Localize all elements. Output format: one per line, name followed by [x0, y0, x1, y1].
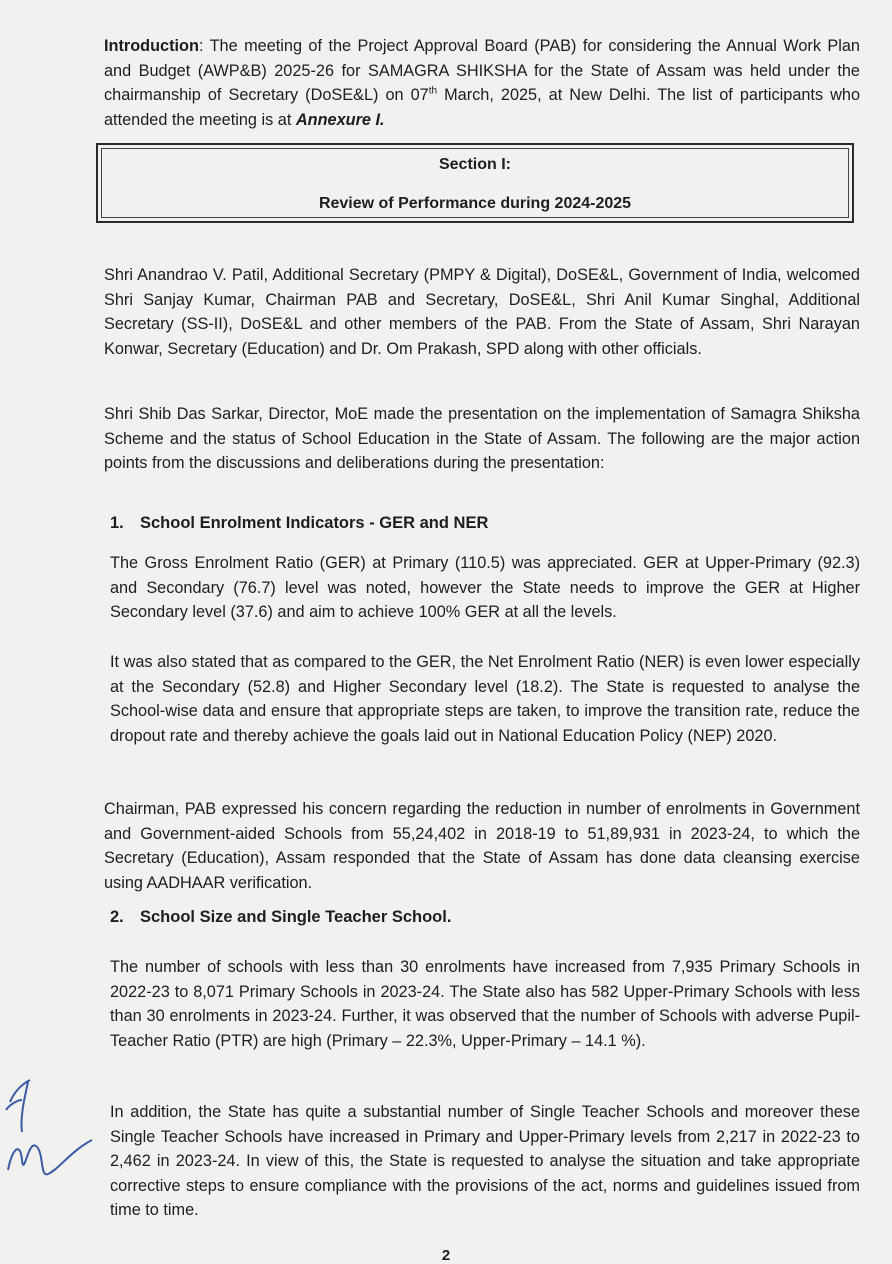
item1-heading-text: School Enrolment Indicators - GER and NER: [140, 514, 489, 532]
presentation-paragraph: Shri Shib Das Sarkar, Director, MoE made the presentation on the implementation of Samagra Shiksha Scheme and the status of School Education in the State of Assam. The following are the major action points from the discussions and deliberations during the presentation:: [104, 405, 860, 473]
intro-label: Introduction: [104, 37, 199, 55]
section-title: Section I:: [438, 156, 511, 173]
item1-number: 1.: [110, 514, 124, 532]
intro-text-b: March, 2025, at New Delhi. The list of participants who attended the meeting is at: [104, 86, 860, 129]
section-box: [96, 143, 854, 223]
section-subtitle: Review of Performance during 2024-2025: [318, 195, 632, 212]
intro-text-a: : The meeting of the Project Approval Board (PAB) for considering the Annual Work Plan and Budget (AWP&B) 2025-26 for SAMAGRA SHIKSHA for the State of Assam was held under the chairmanship of Secretary (DoSE&L) on 07: [104, 37, 860, 105]
page-number: 2: [441, 1247, 451, 1264]
item1-paragraph-3: Chairman, PAB expressed his concern regarding the reduction in number of enrolments in Government and Government-aided Schools from 55,24,402 in 2018-19 to 51,89,931 in 2023-24, to which the Secretary (Education), Assam responded that the State of Assam has done data cleansing exercise using AADHAAR verification.: [104, 800, 860, 892]
item1-heading: [110, 514, 488, 533]
item2-heading-text: School Size and Single Teacher School.: [140, 908, 452, 926]
item2-paragraph-1: The number of schools with less than 30 enrolments have increased from 7,935 Primary Schools in 2022-23 to 8,071 Primary Schools in 2023-24. The State also has 582 Upper-Primary Schools with less than 30 enrolments in 2023-24. Further, it was observed that the number of Schools with adverse Pupil-Teacher Ratio (PTR) are high (Primary – 22.3%, Upper-Primary – 14.1 %).: [110, 958, 860, 1050]
intro-superscript: th: [428, 85, 438, 97]
handwritten-initials-signature: [0, 1070, 100, 1200]
annexure-reference: Annexure I.: [295, 110, 385, 129]
intro-paragraph: [104, 34, 860, 132]
item2-paragraph-2: In addition, the State has quite a substantial number of Single Teacher Schools and moreover these Single Teacher Schools have increased in Primary and Upper-Primary levels from 2,217 in 2022-23 to 2,462 in 2023-24. In view of this, the State is requested to analyse the situation and take appropriate corrective steps to ensure compliance with the provisions of the act, norms and guidelines issued from time to time.: [110, 1103, 860, 1220]
item2-heading: [110, 908, 451, 927]
item2-number: 2.: [110, 908, 124, 926]
welcome-paragraph: Shri Anandrao V. Patil, Additional Secretary (PMPY & Digital), DoSE&L, Government of India, welcomed Shri Sanjay Kumar, Chairman PAB and Secretary, DoSE&L, Shri Anil Kumar Singhal, Additional Secretary (SS-II), DoSE&L and other members of the PAB. From the State of Assam, Shri Narayan Konwar, Secretary (Education) and Dr. Om Prakash, SPD along with other officials.: [104, 266, 860, 358]
item1-paragraph-2: It was also stated that as compared to the GER, the Net Enrolment Ratio (NER) is even lower especially at the Secondary (52.8) and Higher Secondary level (18.2). The State is requested to analyse the School-wise data and ensure that appropriate steps are taken, to improve the transition rate, reduce the dropout rate and thereby achieve the goals laid out in National Education Policy (NEP) 2020.: [110, 653, 860, 745]
item1-paragraph-1: The Gross Enrolment Ratio (GER) at Primary (110.5) was appreciated. GER at Upper-Primary (92.3) and Secondary (76.7) level was noted, however the State needs to improve the GER at Higher Secondary level (37.6) and aim to achieve 100% GER at all the levels.: [110, 554, 860, 622]
